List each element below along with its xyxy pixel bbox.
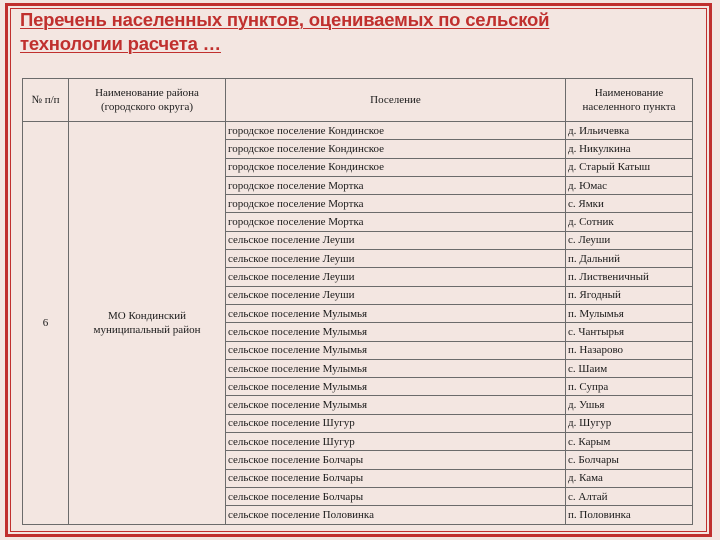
cell-locality: п. Половинка [566,506,693,524]
cell-locality: с. Чантырья [566,323,693,341]
cell-settlement: сельское поселение Леуши [226,231,566,249]
cell-settlement: сельское поселение Мулымья [226,359,566,377]
cell-settlement: городское поселение Кондинское [226,140,566,158]
cell-num: 6 [23,122,69,525]
table-row [23,122,693,140]
cell-locality: с. Ямки [566,195,693,213]
header-district: Наименование района (городского округа) [69,79,226,122]
cell-locality: п. Ягодный [566,286,693,304]
cell-locality: д. Кама [566,469,693,487]
cell-locality: д. Сотник [566,213,693,231]
cell-locality: д. Старый Катыш [566,158,693,176]
cell-locality: с. Алтай [566,487,693,505]
cell-district: МО Кондинский муниципальный район [69,122,226,525]
cell-settlement: сельское поселение Шугур [226,433,566,451]
cell-locality: п. Лиственичный [566,268,693,286]
cell-settlement: сельское поселение Мулымья [226,304,566,322]
cell-settlement: сельское поселение Мулымья [226,378,566,396]
cell-settlement: сельское поселение Мулымья [226,323,566,341]
cell-settlement: городское поселение Мортка [226,176,566,194]
cell-settlement: сельское поселение Болчары [226,469,566,487]
cell-locality: п. Дальний [566,250,693,268]
table-header-row [23,79,693,122]
cell-locality: д. Юмас [566,176,693,194]
table-body [23,122,693,525]
header-locality: Наименование населенного пункта [566,79,693,122]
cell-settlement: сельское поселение Болчары [226,487,566,505]
cell-locality: с. Леуши [566,231,693,249]
cell-locality: с. Шаим [566,359,693,377]
page-title [20,8,549,56]
cell-locality: д. Шугур [566,414,693,432]
cell-settlement: сельское поселение Мулымья [226,396,566,414]
cell-settlement: сельское поселение Шугур [226,414,566,432]
cell-settlement: городское поселение Кондинское [226,158,566,176]
cell-locality: п. Супра [566,378,693,396]
cell-settlement: городское поселение Кондинское [226,122,566,140]
header-num: № п/п [23,79,69,122]
cell-locality: п. Назарово [566,341,693,359]
cell-settlement: сельское поселение Мулымья [226,341,566,359]
cell-locality: п. Мулымья [566,304,693,322]
cell-settlement: сельское поселение Болчары [226,451,566,469]
cell-settlement: городское поселение Мортка [226,213,566,231]
cell-locality: д. Никулкина [566,140,693,158]
title-line-1: Перечень населенных пунктов, оцениваемых по сельской [20,9,550,30]
cell-locality: с. Болчары [566,451,693,469]
cell-locality: д. Ильичевка [566,122,693,140]
title-line-2: технологии расчета … [20,33,221,54]
cell-settlement: сельское поселение Половинка [226,506,566,524]
cell-settlement: сельское поселение Леуши [226,250,566,268]
header-settlement: Поселение [226,79,566,122]
cell-locality: с. Карым [566,433,693,451]
localities-table [22,78,693,525]
cell-settlement: городское поселение Мортка [226,195,566,213]
cell-settlement: сельское поселение Леуши [226,268,566,286]
cell-settlement: сельское поселение Леуши [226,286,566,304]
cell-locality: д. Ушья [566,396,693,414]
